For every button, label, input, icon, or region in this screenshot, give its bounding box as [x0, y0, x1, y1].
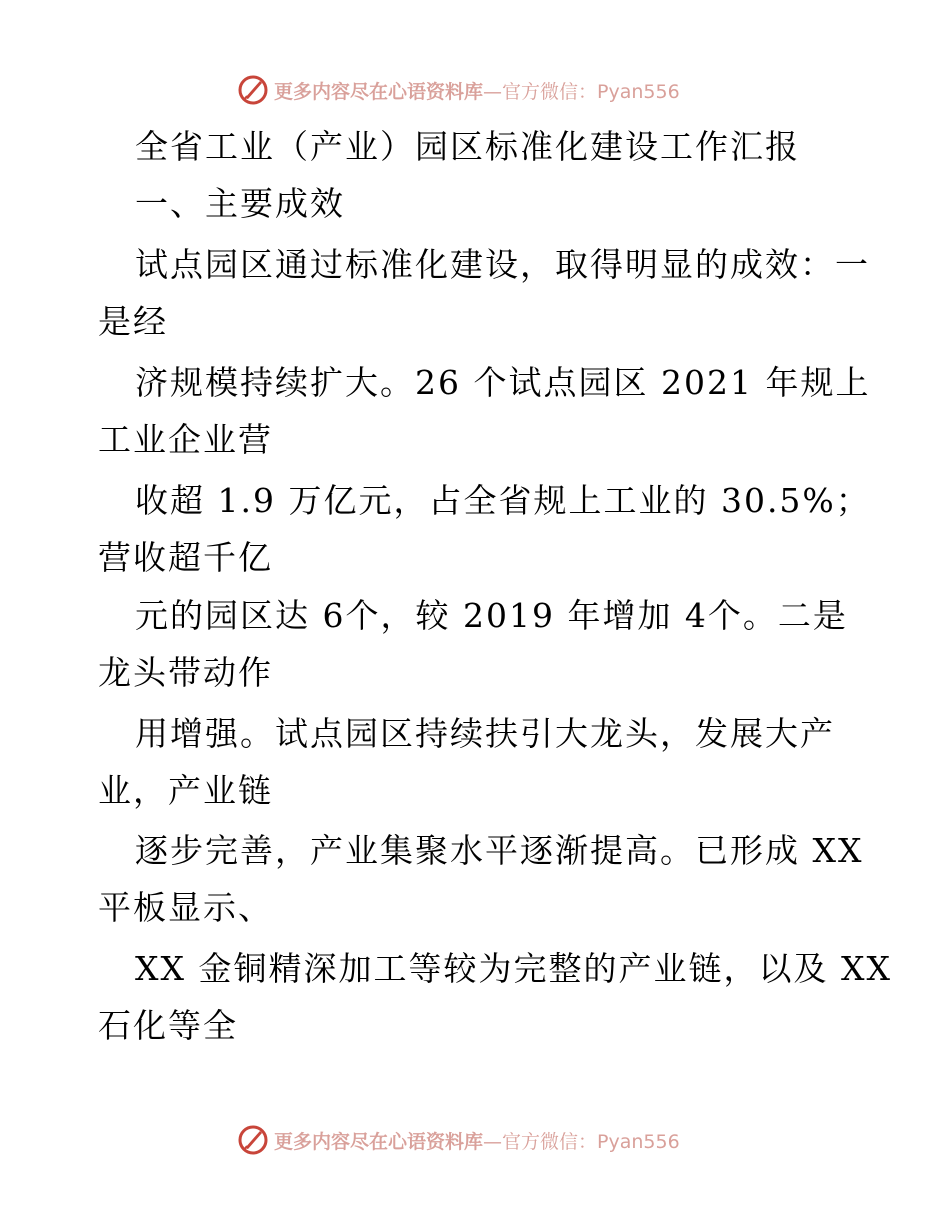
watermark-label: 更多内容尽在心语资料库—官方微信：Pyan556: [274, 1130, 680, 1153]
quill-logo-icon: [236, 73, 270, 107]
paragraph-line: 收超 1.9 万亿元，占全省规上工业的 30.5%；: [135, 481, 871, 520]
paragraph-line: 元的园区达 6个，较 2019 年增加 4个。二是: [135, 596, 848, 635]
document-title: 全省工业（产业）园区标准化建设工作汇报: [135, 127, 800, 166]
paragraph-line: 平板显示、: [98, 888, 273, 927]
section-heading: 一、主要成效: [135, 184, 345, 223]
watermark-footer: [236, 1120, 680, 1160]
paragraph-line: 业，产业链: [98, 771, 273, 810]
paragraph-line: 石化等全: [98, 1006, 238, 1045]
paragraph-line: 逐步完善，产业集聚水平逐渐提高。已形成 XX: [135, 831, 864, 870]
paragraph-line: 营收超千亿: [98, 538, 273, 577]
quill-logo-icon: [236, 1123, 270, 1157]
paragraph-line: 济规模持续扩大。26 个试点园区 2021 年规上: [135, 363, 871, 402]
paragraph-line: 用增强。试点园区持续扶引大龙头，发展大产: [135, 714, 835, 753]
paragraph-line: 是经: [98, 302, 168, 341]
watermark-header: [236, 70, 680, 110]
paragraph-line: 龙头带动作: [98, 653, 273, 692]
paragraph-line: 试点园区通过标准化建设，取得明显的成效：一: [135, 245, 870, 284]
watermark-label: 更多内容尽在心语资料库—官方微信：Pyan556: [274, 80, 680, 103]
paragraph-line: XX 金铜精深加工等较为完整的产业链，以及 XX: [135, 949, 892, 988]
paragraph-line: 工业企业营: [98, 420, 273, 459]
